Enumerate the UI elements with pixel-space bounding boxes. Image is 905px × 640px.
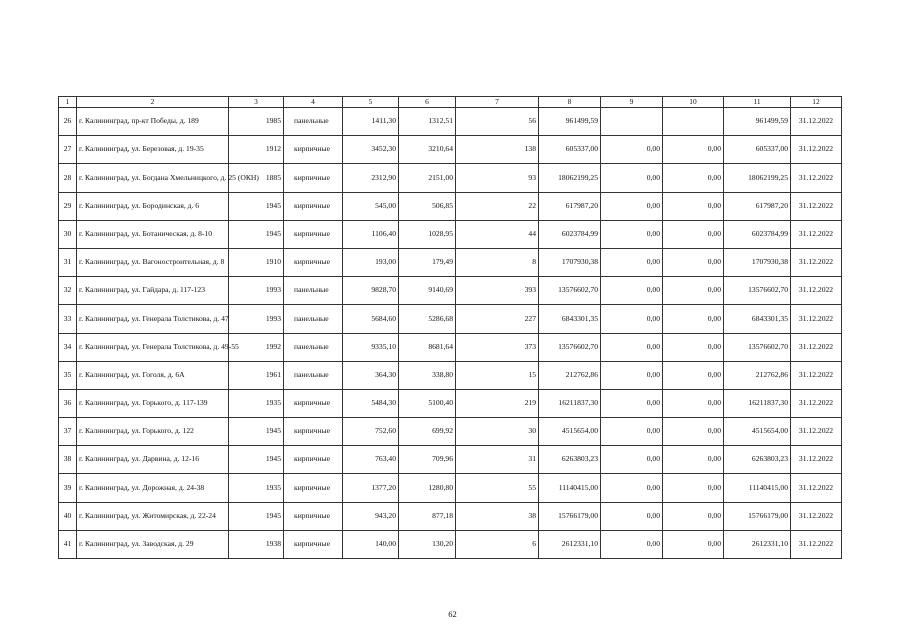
table-cell: 13576602,70 — [539, 333, 601, 361]
column-header: 11 — [724, 97, 791, 108]
table-cell: г. Калининград, ул. Ботаническая, д. 8-10 — [77, 220, 229, 248]
table-cell: 3210,64 — [399, 136, 456, 164]
table-cell: 56 — [456, 108, 539, 136]
table-cell: 1945 — [229, 502, 284, 530]
table-row — [59, 192, 842, 220]
column-header: 6 — [399, 97, 456, 108]
table-cell: г. Калининград, ул. Вагоностроительная, д. 8 — [77, 248, 229, 276]
table-cell: 0,00 — [663, 277, 724, 305]
table-cell: 0,00 — [663, 333, 724, 361]
table-cell: 877,18 — [399, 502, 456, 530]
table-cell: г. Калининград, ул. Житомирская, д. 22-24 — [77, 502, 229, 530]
table-cell: 11140415,00 — [539, 474, 601, 502]
table-row — [59, 474, 842, 502]
table-cell: 709,96 — [399, 446, 456, 474]
table-cell: г. Калининград, ул. Бородинская, д. 6 — [77, 192, 229, 220]
table-cell: 3452,30 — [343, 136, 399, 164]
column-header: 2 — [77, 97, 229, 108]
table-row — [59, 248, 842, 276]
table-cell: 0,00 — [601, 305, 663, 333]
table-row — [59, 108, 842, 136]
table-cell: 13576602,70 — [724, 277, 791, 305]
table-cell: 9828,70 — [343, 277, 399, 305]
table-cell: 6843301,35 — [539, 305, 601, 333]
table-cell: 545,00 — [343, 192, 399, 220]
table-cell: 130,20 — [399, 530, 456, 558]
table-cell: 4515654,00 — [724, 418, 791, 446]
table-cell: 0,00 — [601, 220, 663, 248]
table-cell: кирпичные — [284, 220, 343, 248]
table-cell: 961499,59 — [724, 108, 791, 136]
column-header: 12 — [791, 97, 842, 108]
table-cell: 1993 — [229, 277, 284, 305]
table-cell: 0,00 — [601, 474, 663, 502]
table-cell: 31.12.2022 — [791, 502, 842, 530]
table-cell: г. Калининград, ул. Генерала Толстикова, д. 49-55 — [77, 333, 229, 361]
table-cell: 16211837,30 — [724, 389, 791, 417]
table-cell: 0,00 — [663, 474, 724, 502]
table-cell: 4515654,00 — [539, 418, 601, 446]
table-cell: 9335,10 — [343, 333, 399, 361]
table-cell: 9140,69 — [399, 277, 456, 305]
column-header: 8 — [539, 97, 601, 108]
table-cell: 0,00 — [601, 333, 663, 361]
table-cell: 752,60 — [343, 418, 399, 446]
table-cell: 0,00 — [663, 248, 724, 276]
table-cell: 1935 — [229, 474, 284, 502]
table-cell: панельные — [284, 333, 343, 361]
table-cell: 0,00 — [663, 164, 724, 192]
table-cell: 31.12.2022 — [791, 108, 842, 136]
table-cell: 31.12.2022 — [791, 277, 842, 305]
table-cell: 1945 — [229, 192, 284, 220]
table-cell: 763,40 — [343, 446, 399, 474]
table-cell: 2612331,10 — [539, 530, 601, 558]
table-cell: 617987,20 — [724, 192, 791, 220]
table-cell: кирпичные — [284, 136, 343, 164]
table-cell: 41 — [59, 530, 77, 558]
table-cell: 37 — [59, 418, 77, 446]
table-cell: 506,85 — [399, 192, 456, 220]
table-cell: г. Калининград, ул. Гоголя, д. 6А — [77, 361, 229, 389]
table-cell: 31.12.2022 — [791, 164, 842, 192]
table-cell: 38 — [456, 502, 539, 530]
table-cell: 373 — [456, 333, 539, 361]
header-row — [59, 97, 842, 108]
page-number: 62 — [448, 609, 457, 619]
table-body — [59, 108, 842, 559]
table-cell: 338,80 — [399, 361, 456, 389]
table-cell: 0,00 — [601, 361, 663, 389]
table-cell: кирпичные — [284, 192, 343, 220]
table-cell: кирпичные — [284, 530, 343, 558]
table-cell: 227 — [456, 305, 539, 333]
table-cell: 5484,30 — [343, 389, 399, 417]
table-cell: 22 — [456, 192, 539, 220]
table-cell: г. Калининград, ул. Березовая, д. 19-35 — [77, 136, 229, 164]
table-cell: 30 — [59, 220, 77, 248]
table-cell: 605337,00 — [724, 136, 791, 164]
table-cell: 33 — [59, 305, 77, 333]
table-cell: панельные — [284, 277, 343, 305]
table-cell: 8681,64 — [399, 333, 456, 361]
table-cell: 6 — [456, 530, 539, 558]
table-cell: 0,00 — [663, 220, 724, 248]
table-row — [59, 277, 842, 305]
table-cell: 16211837,30 — [539, 389, 601, 417]
table-cell: 31.12.2022 — [791, 418, 842, 446]
table-cell — [663, 108, 724, 136]
table-cell: 2151,00 — [399, 164, 456, 192]
table-cell: 0,00 — [663, 192, 724, 220]
table-cell: г. Калининград, ул. Горького, д. 117-139 — [77, 389, 229, 417]
table-cell: 31.12.2022 — [791, 530, 842, 558]
table-cell: 2312,90 — [343, 164, 399, 192]
table-cell: 0,00 — [663, 530, 724, 558]
table-cell: г. Калининград, ул. Гайдара, д. 117-123 — [77, 277, 229, 305]
table-cell: 0,00 — [601, 418, 663, 446]
table-row — [59, 530, 842, 558]
table-cell: 15 — [456, 361, 539, 389]
table-cell: 31.12.2022 — [791, 220, 842, 248]
table-cell: 40 — [59, 502, 77, 530]
table-cell: 35 — [59, 361, 77, 389]
column-header: 9 — [601, 97, 663, 108]
table-cell: кирпичные — [284, 446, 343, 474]
table-cell: 1411,30 — [343, 108, 399, 136]
table-cell: 943,20 — [343, 502, 399, 530]
table-cell: 28 — [59, 164, 77, 192]
table-cell: 8 — [456, 248, 539, 276]
table-cell: 31.12.2022 — [791, 333, 842, 361]
table-cell: панельные — [284, 305, 343, 333]
table-cell: 138 — [456, 136, 539, 164]
table-row — [59, 305, 842, 333]
table-cell: 29 — [59, 192, 77, 220]
table-cell: 5286,68 — [399, 305, 456, 333]
table-cell: 1312,51 — [399, 108, 456, 136]
table-cell: 1377,20 — [343, 474, 399, 502]
table-cell: 364,30 — [343, 361, 399, 389]
table-row — [59, 361, 842, 389]
column-header: 1 — [59, 97, 77, 108]
table-cell: 31.12.2022 — [791, 389, 842, 417]
table-cell: г. Калининград, ул. Богдана Хмельницкого, д. 25 (ОКН) — [77, 164, 229, 192]
table-cell: 1707930,38 — [724, 248, 791, 276]
table-cell: 1935 — [229, 389, 284, 417]
table-cell: кирпичные — [284, 164, 343, 192]
column-header: 3 — [229, 97, 284, 108]
table-cell: 6023784,99 — [539, 220, 601, 248]
table-cell: 1910 — [229, 248, 284, 276]
table-cell: 0,00 — [601, 248, 663, 276]
table-cell: 1707930,38 — [539, 248, 601, 276]
table-cell: 0,00 — [663, 389, 724, 417]
table-cell: 44 — [456, 220, 539, 248]
table-cell: 39 — [59, 474, 77, 502]
table-cell: 5100,40 — [399, 389, 456, 417]
table-cell: 15766179,00 — [724, 502, 791, 530]
table-cell: 1912 — [229, 136, 284, 164]
table-cell: 0,00 — [601, 136, 663, 164]
table-cell: 393 — [456, 277, 539, 305]
housing-table — [58, 96, 842, 559]
table-row — [59, 164, 842, 192]
table-cell: 699,92 — [399, 418, 456, 446]
table-cell: г. Калининград, пр-кт Победы, д. 189 — [77, 108, 229, 136]
table-cell: 0,00 — [601, 530, 663, 558]
table-cell: 0,00 — [601, 389, 663, 417]
table-cell: 140,00 — [343, 530, 399, 558]
table-cell: г. Калининград, ул. Горького, д. 122 — [77, 418, 229, 446]
table-cell: 2612331,10 — [724, 530, 791, 558]
column-header: 4 — [284, 97, 343, 108]
table-cell: 219 — [456, 389, 539, 417]
table-cell: кирпичные — [284, 502, 343, 530]
table-cell: 1961 — [229, 361, 284, 389]
table-cell: 1993 — [229, 305, 284, 333]
table-cell: 0,00 — [601, 277, 663, 305]
table-cell: 193,00 — [343, 248, 399, 276]
table-cell: 31.12.2022 — [791, 446, 842, 474]
table-cell: 31 — [59, 248, 77, 276]
table-cell: 32 — [59, 277, 77, 305]
table-cell: 31.12.2022 — [791, 361, 842, 389]
table-cell: 5684,60 — [343, 305, 399, 333]
table-cell: 15766179,00 — [539, 502, 601, 530]
table-cell: 0,00 — [663, 136, 724, 164]
table-cell: 212762,86 — [724, 361, 791, 389]
table-cell: 11140415,00 — [724, 474, 791, 502]
table-cell: г. Калининград, ул. Генерала Толстикова, д. 47 — [77, 305, 229, 333]
table-cell: г. Калининград, ул. Дарвина, д. 12-16 — [77, 446, 229, 474]
table-cell: кирпичные — [284, 418, 343, 446]
table-cell: 1028,95 — [399, 220, 456, 248]
table-cell: 1945 — [229, 220, 284, 248]
table-cell: 27 — [59, 136, 77, 164]
table-cell: 34 — [59, 333, 77, 361]
table-cell: 30 — [456, 418, 539, 446]
table-cell: 6023784,99 — [724, 220, 791, 248]
table-row — [59, 418, 842, 446]
table-cell: 605337,00 — [539, 136, 601, 164]
table-cell: 0,00 — [601, 164, 663, 192]
table-cell: 1280,80 — [399, 474, 456, 502]
table-cell: 55 — [456, 474, 539, 502]
table-row — [59, 136, 842, 164]
table-cell: 212762,86 — [539, 361, 601, 389]
table-cell: кирпичные — [284, 389, 343, 417]
table-cell: 6263803,23 — [539, 446, 601, 474]
table-cell: 1938 — [229, 530, 284, 558]
table-cell: 31.12.2022 — [791, 474, 842, 502]
table-cell: 18062199,25 — [724, 164, 791, 192]
table-cell: 0,00 — [663, 502, 724, 530]
column-header: 10 — [663, 97, 724, 108]
table-cell: 31 — [456, 446, 539, 474]
table-cell: кирпичные — [284, 248, 343, 276]
table-cell: панельные — [284, 108, 343, 136]
column-header: 7 — [456, 97, 539, 108]
table-cell: 1992 — [229, 333, 284, 361]
table-cell: 1106,40 — [343, 220, 399, 248]
table-cell: г. Калининград, ул. Дорожная, д. 24-38 — [77, 474, 229, 502]
table-cell: 18062199,25 — [539, 164, 601, 192]
table-cell: 0,00 — [601, 192, 663, 220]
table-cell: 6263803,23 — [724, 446, 791, 474]
table-cell: 617987,20 — [539, 192, 601, 220]
table-cell: 1945 — [229, 446, 284, 474]
table-cell: 13576602,70 — [539, 277, 601, 305]
table-cell: панельные — [284, 361, 343, 389]
table-cell: 0,00 — [663, 418, 724, 446]
table-row — [59, 220, 842, 248]
table-cell: 0,00 — [601, 446, 663, 474]
table-cell: 1945 — [229, 418, 284, 446]
table-row — [59, 502, 842, 530]
table-cell: 961499,59 — [539, 108, 601, 136]
table-row — [59, 389, 842, 417]
table-cell: 13576602,70 — [724, 333, 791, 361]
table-cell: 38 — [59, 446, 77, 474]
table-row — [59, 333, 842, 361]
table-cell: 36 — [59, 389, 77, 417]
table-cell: кирпичные — [284, 474, 343, 502]
table-cell: 0,00 — [663, 305, 724, 333]
table-cell: 0,00 — [601, 502, 663, 530]
table-cell: 26 — [59, 108, 77, 136]
table-cell: 0,00 — [663, 446, 724, 474]
table-cell: 31.12.2022 — [791, 248, 842, 276]
table-cell: 93 — [456, 164, 539, 192]
table-cell: 6843301,35 — [724, 305, 791, 333]
table-cell: 31.12.2022 — [791, 305, 842, 333]
table-row — [59, 446, 842, 474]
table-cell: 31.12.2022 — [791, 192, 842, 220]
table-cell: 0,00 — [663, 361, 724, 389]
table-cell: 1985 — [229, 108, 284, 136]
column-header: 5 — [343, 97, 399, 108]
table-cell: 31.12.2022 — [791, 136, 842, 164]
table-cell — [601, 108, 663, 136]
table-cell: г. Калининград, ул. Заводская, д. 29 — [77, 530, 229, 558]
table-cell: 1885 — [229, 164, 284, 192]
table-cell: 179,49 — [399, 248, 456, 276]
